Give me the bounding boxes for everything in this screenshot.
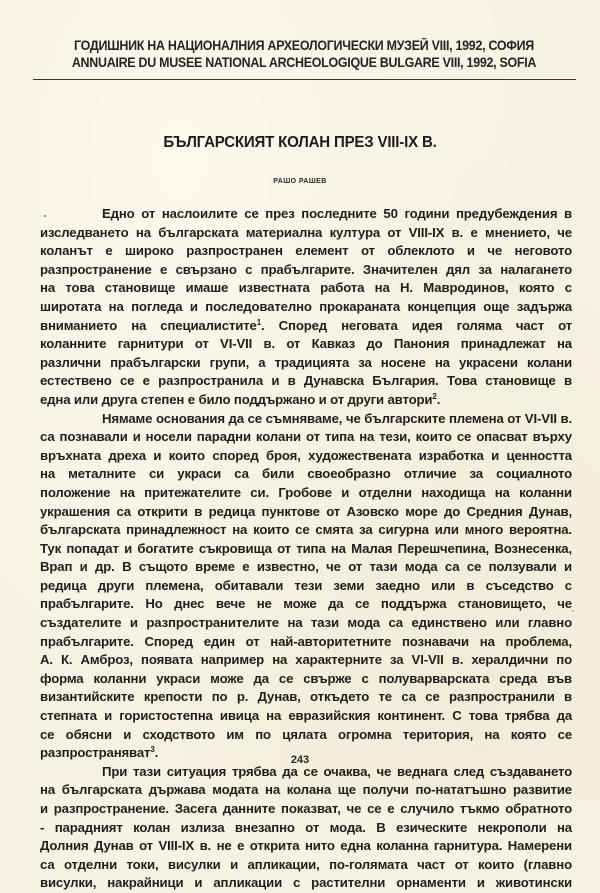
running-header-french: ANNUAIRE DU MUSEE NATIONAL ARCHEOLOGIQUE BULGARE VIII, 1992, SOFIA	[71, 55, 537, 70]
text-line: естествено се е разпространила и в Дунавска България. Това становище в	[40, 373, 572, 389]
text-line: При тази ситуация трябва да се очаква, че веднага след създаването	[102, 763, 572, 779]
footnote-ref: 1	[256, 317, 262, 327]
article-body	[40, 205, 572, 893]
text-line: прабългарите. Според един от най-авторитетните познавачи на проблема,	[40, 633, 572, 649]
text-line: Едно от наслоилите се през последните 50 години предубеждения в	[102, 206, 572, 221]
text-line: степната и гористостепна ивица на евразийския континент. С това трябва да	[40, 708, 572, 724]
text-line: връхната дреха и които според броя, художествената изработка и ценността	[40, 447, 572, 463]
article-author: РАШО РАШЕВ	[273, 178, 327, 185]
text-line: прабългарите. Но днес вече не може да се поддържа становището, че	[40, 596, 572, 612]
text-line: Тук попадат и богатите съкровища от типа на Малая Перешчепина, Вознесенка,	[40, 540, 572, 556]
text-line: разпространяват$^3$.	[40, 745, 159, 761]
text-line: създателите и разпространителите на тази мода са единствено или главно	[40, 615, 572, 631]
text-line: Врап и др. В същото време е известно, че от тази мода са се ползували и	[40, 559, 572, 575]
scan-speck	[572, 610, 574, 612]
text-line: - парадният колан излиза внезапно от мода. В езическите некрополи на	[40, 819, 572, 835]
text-line: Нямаме основания да се съмняваме, че българските племена от VI-VII в.	[102, 410, 572, 426]
text-line: една или друга степен е било поддържано и от други автори$^2$.	[40, 391, 441, 407]
running-header	[34, 37, 574, 71]
text-segment: разпространяват	[40, 745, 151, 761]
text-line: се обясни и сходството им по цялата огромна територия, на която се	[40, 726, 572, 742]
text-line: коланните гарнитури от VI-VII в. от Кавказ до Панония принадлежат на	[40, 336, 572, 352]
article-title: БЪЛГАРСКИЯТ КОЛАН ПРЕЗ VIII-IX В.	[163, 134, 437, 151]
text-line: византийските крепости по р. Дунав, откъдето те са се разпространили в	[40, 689, 572, 705]
text-line: висулки, накрайници и апликации с растителни орнаменти и животински	[40, 875, 572, 891]
text-line: са познавали и носели парадни колани от типа на тези, които се опасват върху	[40, 429, 572, 445]
text-line: изследването на българската материална култура от VIII-IX в. е мнението, че	[40, 224, 572, 240]
text-line: редица други племена, обитавали тези земи заедно или в съседство с	[40, 577, 572, 593]
text-line: вниманието на специалистите$^1$. Според неговата идея голяма част от	[40, 317, 573, 333]
text-segment: Според неговата идея голяма част от	[278, 317, 573, 333]
text-segment: една или друга степен е било поддържано и от други автори	[40, 391, 433, 407]
text-line: А. К. Амброз, появата например на характерните за VI-VII в. хералдични по	[40, 652, 572, 668]
text-line: и разпространение. Засега данните показват, че се е случило тъкмо обратното	[40, 801, 572, 816]
page-number: 243	[290, 754, 310, 766]
text-line: различни прабългарски групи, а традицията за носене на украсени колани	[40, 354, 572, 370]
text-line: Долния Дунав от VIII-IX в. не е открита нито една коланна гарнитура. Намерени	[40, 838, 572, 854]
text-line: разпространение е свързано с прабългарите. Значителен дял за налагането	[40, 261, 572, 277]
text-line: положение на притежателите си. Гробове и отделни находища на коланни	[40, 484, 572, 500]
text-line: коланът е широко разпространен елемент от облеклото и че неговото	[40, 243, 572, 259]
footnote-ref: 3	[150, 745, 155, 755]
text-segment: вниманието на специалистите	[40, 317, 257, 333]
header-rule	[33, 79, 576, 80]
text-line: широтата на погледа и последователно прокараната концепция още задържа	[40, 298, 572, 314]
text-line: форма коланни украси може да се свърже с полуварварската среда във	[40, 670, 572, 686]
text-line: на това становище имаше известната работа на Н. Мавродинов, която с	[40, 280, 572, 296]
running-header-bulgarian: ГОДИШНИК НА НАЦИОНАЛНИЯ АРХЕОЛОГИЧЕСКИ МУЗЕЙ VIII, 1992, СОФИЯ	[74, 38, 534, 53]
text-line: на българската държава модата на колана ще получи по-нататъшно развитие	[40, 782, 572, 798]
scan-speck	[44, 215, 46, 217]
text-line: на металните си украси са били своеобразно отличие за социалното	[40, 466, 572, 482]
text-line: украшения са открити в редица пунктове от Азовско море до Средния Дунав,	[40, 503, 572, 519]
footnote-ref: 2	[432, 391, 437, 401]
text-line: са отделни токи, висулки и апликации, по-голямата част от които (главно	[40, 856, 572, 872]
text-line: българската принадлежност на които се смята за сигурна или много вероятна.	[40, 522, 572, 538]
scan-speck	[518, 735, 520, 737]
